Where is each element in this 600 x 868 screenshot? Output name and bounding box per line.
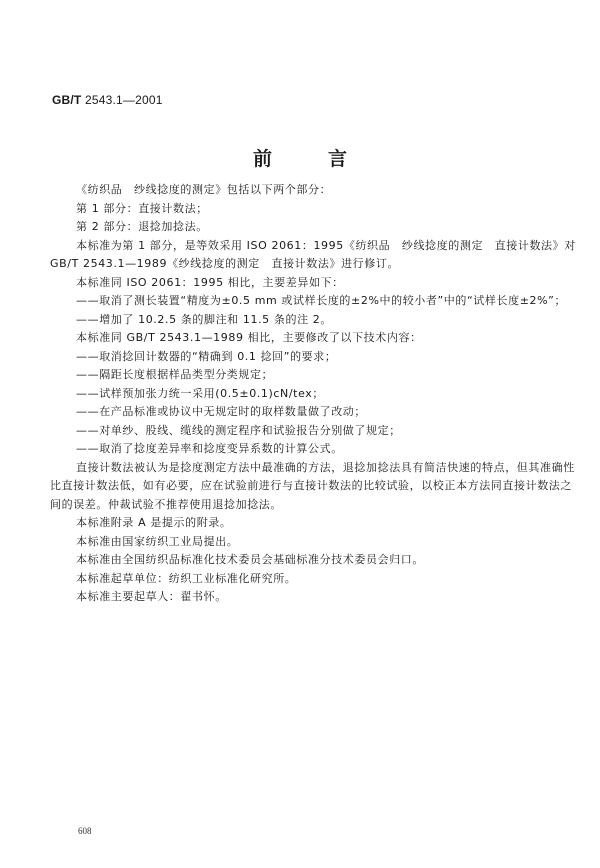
paragraph: 第 1 部分：直接计数法；	[76, 201, 208, 215]
list-item: ——取消捻回计数器的“精确到 0.1 捻回”的要求；	[76, 349, 337, 363]
paragraph: 本标准为第 1 部分，是等效采用 ISO 2061：1995《纺织品 纱线捻度的测定 直接计数法》对	[76, 238, 576, 252]
list-item: ——隔距长度根据样品类型分类规定；	[76, 368, 274, 381]
paragraph: 本标准同 GB/T 2543.1—1989 相比，主要修改了以下技术内容：	[76, 331, 422, 344]
standard-number: 2543.1—2001	[85, 93, 163, 107]
paragraph: 本标准由国家纺织工业局提出。	[76, 534, 239, 548]
list-item: ——增加了 10.2.5 条的脚注和 11.5 条的注 2。	[76, 312, 332, 326]
list-item: ——在产品标准或协议中无规定时的取样数量做了改动；	[76, 405, 366, 418]
list-item: ——试样预加张力统一采用(0.5±0.1)cN/tex；	[76, 386, 324, 400]
page-number: 608	[78, 826, 92, 836]
paragraph: 直接计数法被认为是捻度测定方法中最准确的方法，退捻加捻法具有简洁快速的特点，但其准确性	[76, 460, 575, 474]
standard-code	[52, 93, 163, 107]
list-item: ——对单纱、股线、缆线的测定程序和试验报告分别做了规定；	[76, 423, 401, 437]
foreword-body	[50, 181, 576, 607]
standard-prefix: GB/T	[52, 93, 82, 107]
paragraph: 本标准同 ISO 2061：1995 相比，主要差异如下：	[76, 275, 344, 289]
list-item: ——取消了捻度差异率和捻度变异系数的计算公式。	[76, 442, 343, 455]
paragraph: 本标准起草单位：纺织工业标准化研究所。	[76, 571, 297, 585]
paragraph: 第 2 部分：退捻加捻法。	[76, 220, 208, 233]
paragraph: 《纺织品 纱线捻度的测定》包括以下两个部分：	[76, 183, 332, 196]
list-item: ——取消了测长装置“精度为±0.5 mm 或试样长度的±2%中的较小者”中的“试样长度±2%”；	[76, 294, 567, 307]
paragraph: 间的误差。仲裁试验不推荐使用退捻加捻法。	[50, 497, 282, 511]
paragraph: 比直接计数法低，如有必要，应在试验前进行与直接计数法的比较试验，以校正本方法同直接计数法之	[50, 479, 572, 492]
paragraph: GB/T 2543.1—1989《纱线捻度的测定 直接计数法》进行修订。	[50, 257, 400, 270]
paragraph: 本标准由全国纺织品标准化技术委员会基础标准分技术委员会归口。	[76, 553, 424, 566]
page-title: 前言	[252, 148, 403, 170]
paragraph: 本标准主要起草人：翟书怀。	[76, 590, 227, 603]
paragraph: 本标准附录 A 是提示的附录。	[76, 516, 232, 529]
